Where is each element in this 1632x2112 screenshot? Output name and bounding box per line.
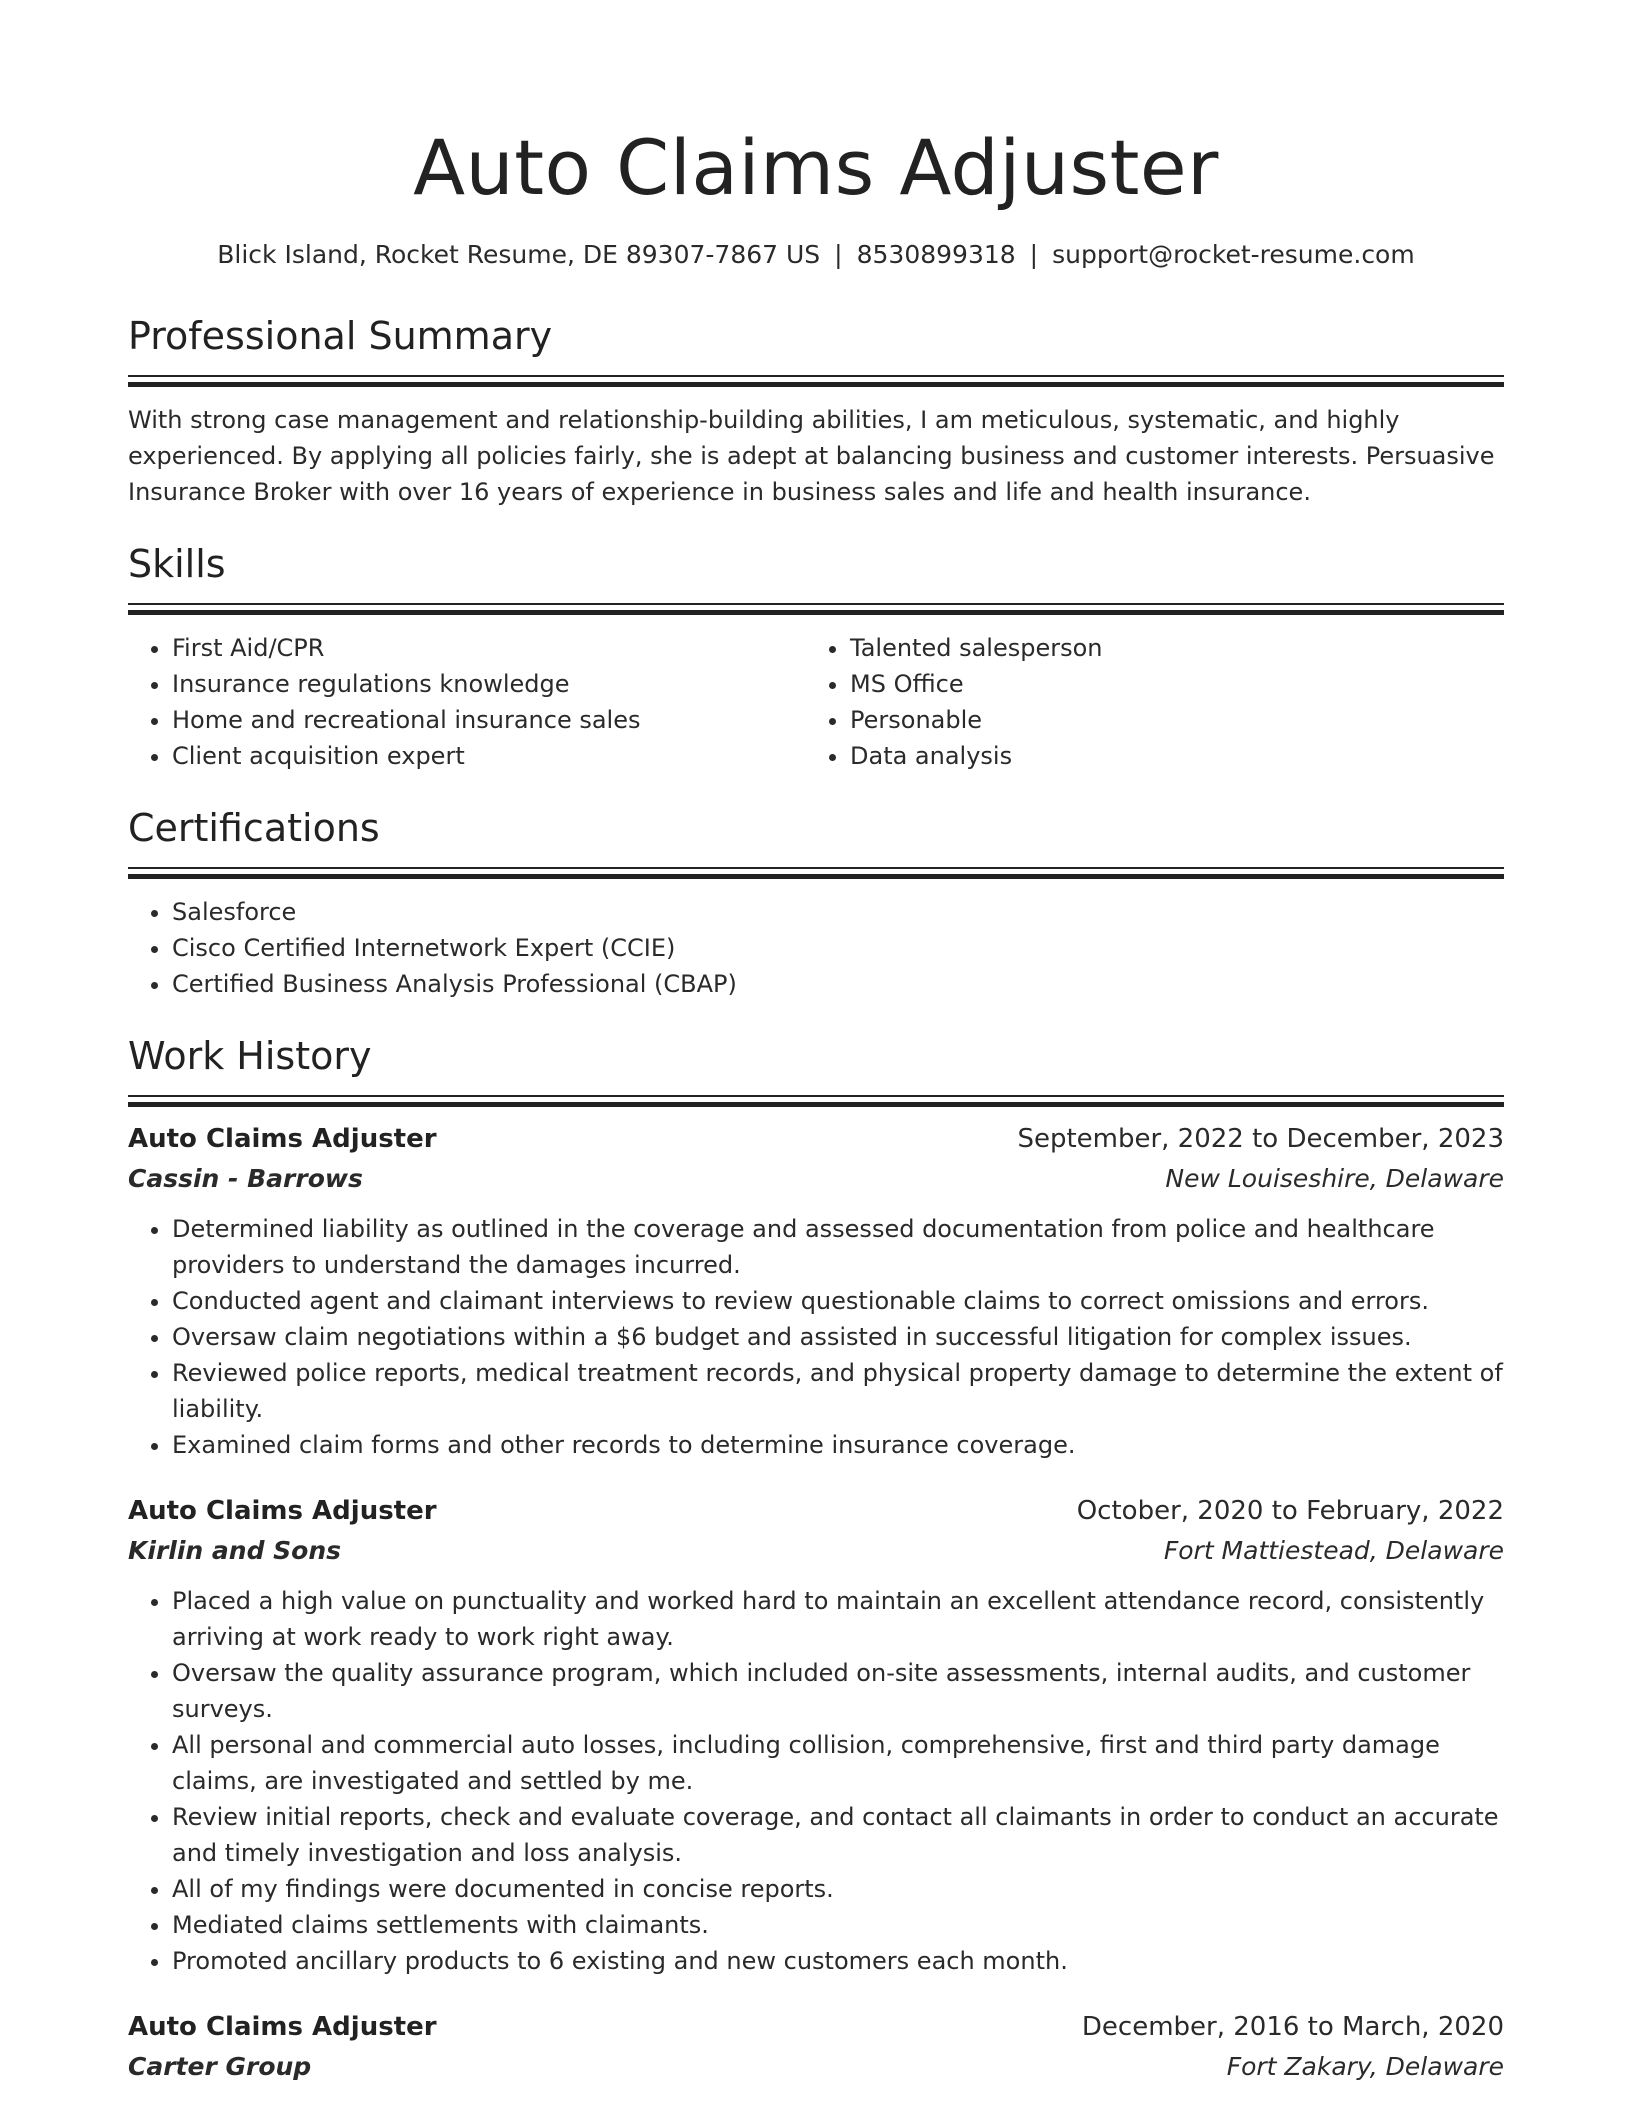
job-dates: September, 2022 to December, 2023 (1017, 1124, 1504, 1154)
list-item: • Review initial reports, check and evaluate coverage, and contact all claimants in order to conduct an accurate and timely investigation and loss analysis. (172, 1799, 1504, 1871)
section-divider (128, 603, 1504, 615)
job-header (128, 1491, 1504, 1531)
job-title: Auto Claims Adjuster (128, 1124, 437, 1154)
skills-column-right (806, 630, 1484, 774)
section-title-skills: Skills (128, 542, 226, 586)
job-company: Carter Group (128, 2052, 312, 2081)
list-item: • Personable (850, 702, 1484, 738)
list-item: • Mediated claims settlements with claimants. (172, 1907, 1504, 1943)
list-item: • Data analysis (850, 738, 1484, 774)
job-subheader (128, 1531, 1504, 1571)
list-item: • Oversaw the quality assurance program, which included on-site assessments, internal audits, and customer surveys. (172, 1655, 1504, 1727)
skills-list-left (128, 630, 806, 774)
list-item: • MS Office (850, 666, 1484, 702)
list-item: • All personal and commercial auto losses, including collision, comprehensive, first and third party damage claims, are investigated and settled by me. (172, 1727, 1504, 1799)
list-item: • All of my findings were documented in concise reports. (172, 1871, 1504, 1907)
job-location: Fort Zakary, Delaware (1226, 2052, 1504, 2081)
list-item: • First Aid/CPR (172, 630, 806, 666)
list-item: • Certified Business Analysis Professional (CBAP) (172, 966, 1504, 1002)
job-dates: October, 2020 to February, 2022 (1076, 1496, 1504, 1526)
certifications-section (128, 804, 1504, 1002)
address: Blick Island, Rocket Resume, DE 89307-7867 US (217, 240, 821, 269)
certifications-list (128, 894, 1504, 1002)
list-item: • Conducted agent and claimant interviews to review questionable claims to correct omissions and errors. (172, 1283, 1504, 1319)
job-location: New Louiseshire, Delaware (1165, 1164, 1504, 1193)
list-item: • Cisco Certified Internetwork Expert (CCIE) (172, 930, 1504, 966)
list-item: • Reviewed police reports, medical treatment records, and physical property damage to determine the extent of liability. (172, 1355, 1504, 1427)
resume-page (128, 0, 1504, 2087)
skills-column-left (128, 630, 806, 774)
section-title-certifications: Certifications (128, 806, 380, 850)
list-item: • Determined liability as outlined in the coverage and assessed documentation from police and healthcare providers to understand the damages incurred. (172, 1211, 1504, 1283)
job-header (128, 2007, 1504, 2047)
job-bullets (128, 1211, 1504, 1463)
list-item: • Salesforce (172, 894, 1504, 930)
phone: 8530899318 (856, 240, 1016, 269)
list-item: • Insurance regulations knowledge (172, 666, 806, 702)
list-item: • Promoted ancillary products to 6 existing and new customers each month. (172, 1943, 1504, 1979)
job-entry (128, 2007, 1504, 2087)
job-title: Auto Claims Adjuster (128, 1496, 437, 1526)
job-location: Fort Mattiestead, Delaware (1163, 1536, 1504, 1565)
job-bullets (128, 1583, 1504, 1979)
list-item: • Examined claim forms and other records to determine insurance coverage. (172, 1427, 1504, 1463)
list-item: • Client acquisition expert (172, 738, 806, 774)
summary-section (128, 312, 1504, 510)
job-entry (128, 1491, 1504, 1979)
section-divider (128, 375, 1504, 387)
job-company: Kirlin and Sons (128, 1536, 342, 1565)
job-dates: December, 2016 to March, 2020 (1081, 2012, 1504, 2042)
skills-columns (128, 630, 1504, 774)
list-item: • Oversaw claim negotiations within a $6 budget and assisted in successful litigation for complex issues. (172, 1319, 1504, 1355)
section-divider (128, 867, 1504, 879)
list-item: • Home and recreational insurance sales (172, 702, 806, 738)
skills-list-right (806, 630, 1484, 774)
list-item: • Talented salesperson (850, 630, 1484, 666)
separator: | (834, 240, 843, 269)
job-subheader (128, 2047, 1504, 2087)
email-link[interactable]: support@rocket-resume.com (1052, 240, 1415, 269)
contact-line (128, 238, 1504, 272)
section-title-summary: Professional Summary (128, 314, 553, 358)
job-company: Cassin - Barrows (128, 1164, 363, 1193)
job-entry (128, 1119, 1504, 1463)
skills-section (128, 540, 1504, 774)
job-subheader (128, 1159, 1504, 1199)
section-title-work: Work History (128, 1034, 372, 1078)
job-header (128, 1119, 1504, 1159)
job-title: Auto Claims Adjuster (128, 2012, 437, 2042)
separator: | (1029, 240, 1039, 269)
page-title: Auto Claims Adjuster (413, 123, 1219, 212)
summary-text: With strong case management and relationship-building abilities, I am meticulous, systematic, and highly experienced. By applying all policies fairly, she is adept at balancing business and customer interests. Persuasive Insurance Broker with over 16 years of experience in business sales and life and health insurance. (128, 406, 1495, 506)
work-section (128, 1032, 1504, 2087)
list-item: • Placed a high value on punctuality and worked hard to maintain an excellent attendance record, consistently arriving at work ready to work right away. (172, 1583, 1504, 1655)
section-divider (128, 1095, 1504, 1107)
